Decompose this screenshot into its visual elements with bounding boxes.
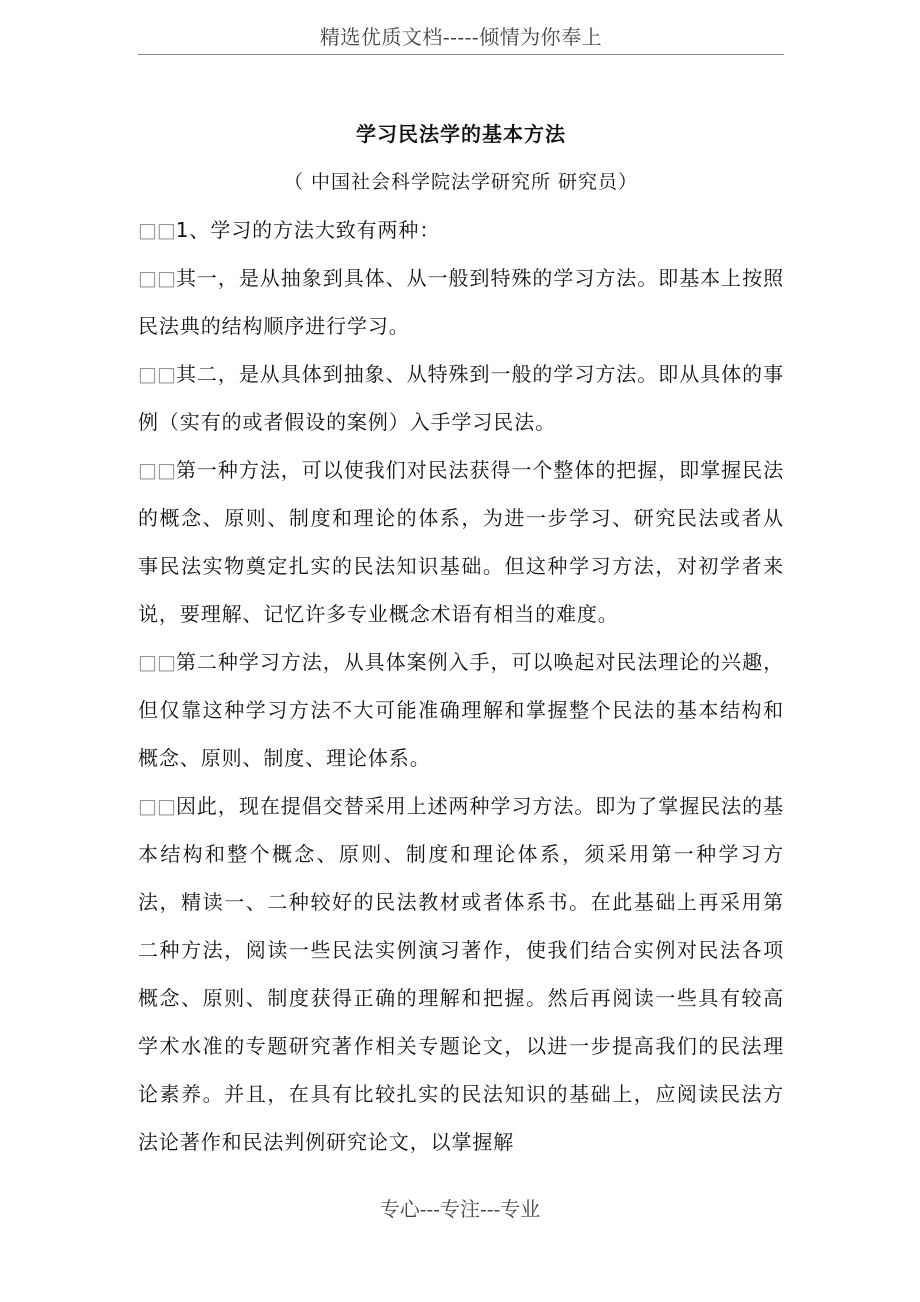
paragraph-4 xyxy=(138,446,784,638)
page-footer xyxy=(0,1192,920,1226)
indent-mark: □□ xyxy=(138,794,176,818)
footer-text: 专心---专注---专业 xyxy=(379,1197,541,1221)
header-text: 精选优质文档-----倾情为你奉上 xyxy=(319,25,603,49)
paragraph-text: 第二种学习方法，从具体案例入手，可以唤起对民法理论的兴趣，但仅靠这种学习方法不大可能准确理解和掌握整个民法的基本结构和概念、原则、制度、理论体系。 xyxy=(138,650,784,770)
indent-mark: □□ xyxy=(138,650,176,674)
paragraph-text: 因此，现在提倡交替采用上述两种学习方法。即为了掌握民法的基本结构和整个概念、原则、制度和理论体系，须采用第一种学习方法，精读一、二种较好的民法教材或者体系书。在此基础上再采用第二种方法，阅读一些民法实例演习著作，使我们结合实例对民法各项概念、原则、制度获得正确的理解和把握。然后再阅读一些具有较高学术水准的专题研究著作相关专题论文，以进一步提高我们的民法理论素养。并且，在具有比较扎实的民法知识的基础上，应阅读民法方法论著作和民法判例研究论文，以掌握解 xyxy=(138,794,784,1154)
paragraph-text: 第一种方法，可以使我们对民法获得一个整体的把握，即掌握民法的概念、原则、制度和理论的体系，为进一步学习、研究民法或者从事民法实物奠定扎实的民法知识基础。但这种学习方法，对初学者来说，要理解、记忆许多专业概念术语有相当的难度。 xyxy=(138,458,784,626)
paragraph-3 xyxy=(138,350,784,446)
indent-mark: □□ xyxy=(138,218,176,242)
paragraph-2 xyxy=(138,254,784,350)
indent-mark: □□ xyxy=(138,266,176,290)
document-title: 学习民法学的基本方法 xyxy=(356,122,566,146)
paragraph-text: 其二，是从具体到抽象、从特殊到一般的学习方法。即从具体的事例（实有的或者假设的案例）入手学习民法。 xyxy=(138,362,784,434)
indent-mark: □□ xyxy=(138,458,176,482)
document-body xyxy=(138,110,784,1166)
paragraph-5 xyxy=(138,638,784,782)
paragraph-text: 其一，是从抽象到具体、从一般到特殊的学习方法。即基本上按照民法典的结构顺序进行学习。 xyxy=(138,266,784,338)
document-subtitle: （ 中国社会科学院法学研究所 研究员） xyxy=(283,171,639,193)
paragraph-text: 1、学习的方法大致有两种： xyxy=(175,218,441,242)
paragraph-6 xyxy=(138,782,784,1166)
indent-mark: □□ xyxy=(138,362,176,386)
paragraph-1 xyxy=(138,206,784,254)
page-header xyxy=(138,20,784,55)
